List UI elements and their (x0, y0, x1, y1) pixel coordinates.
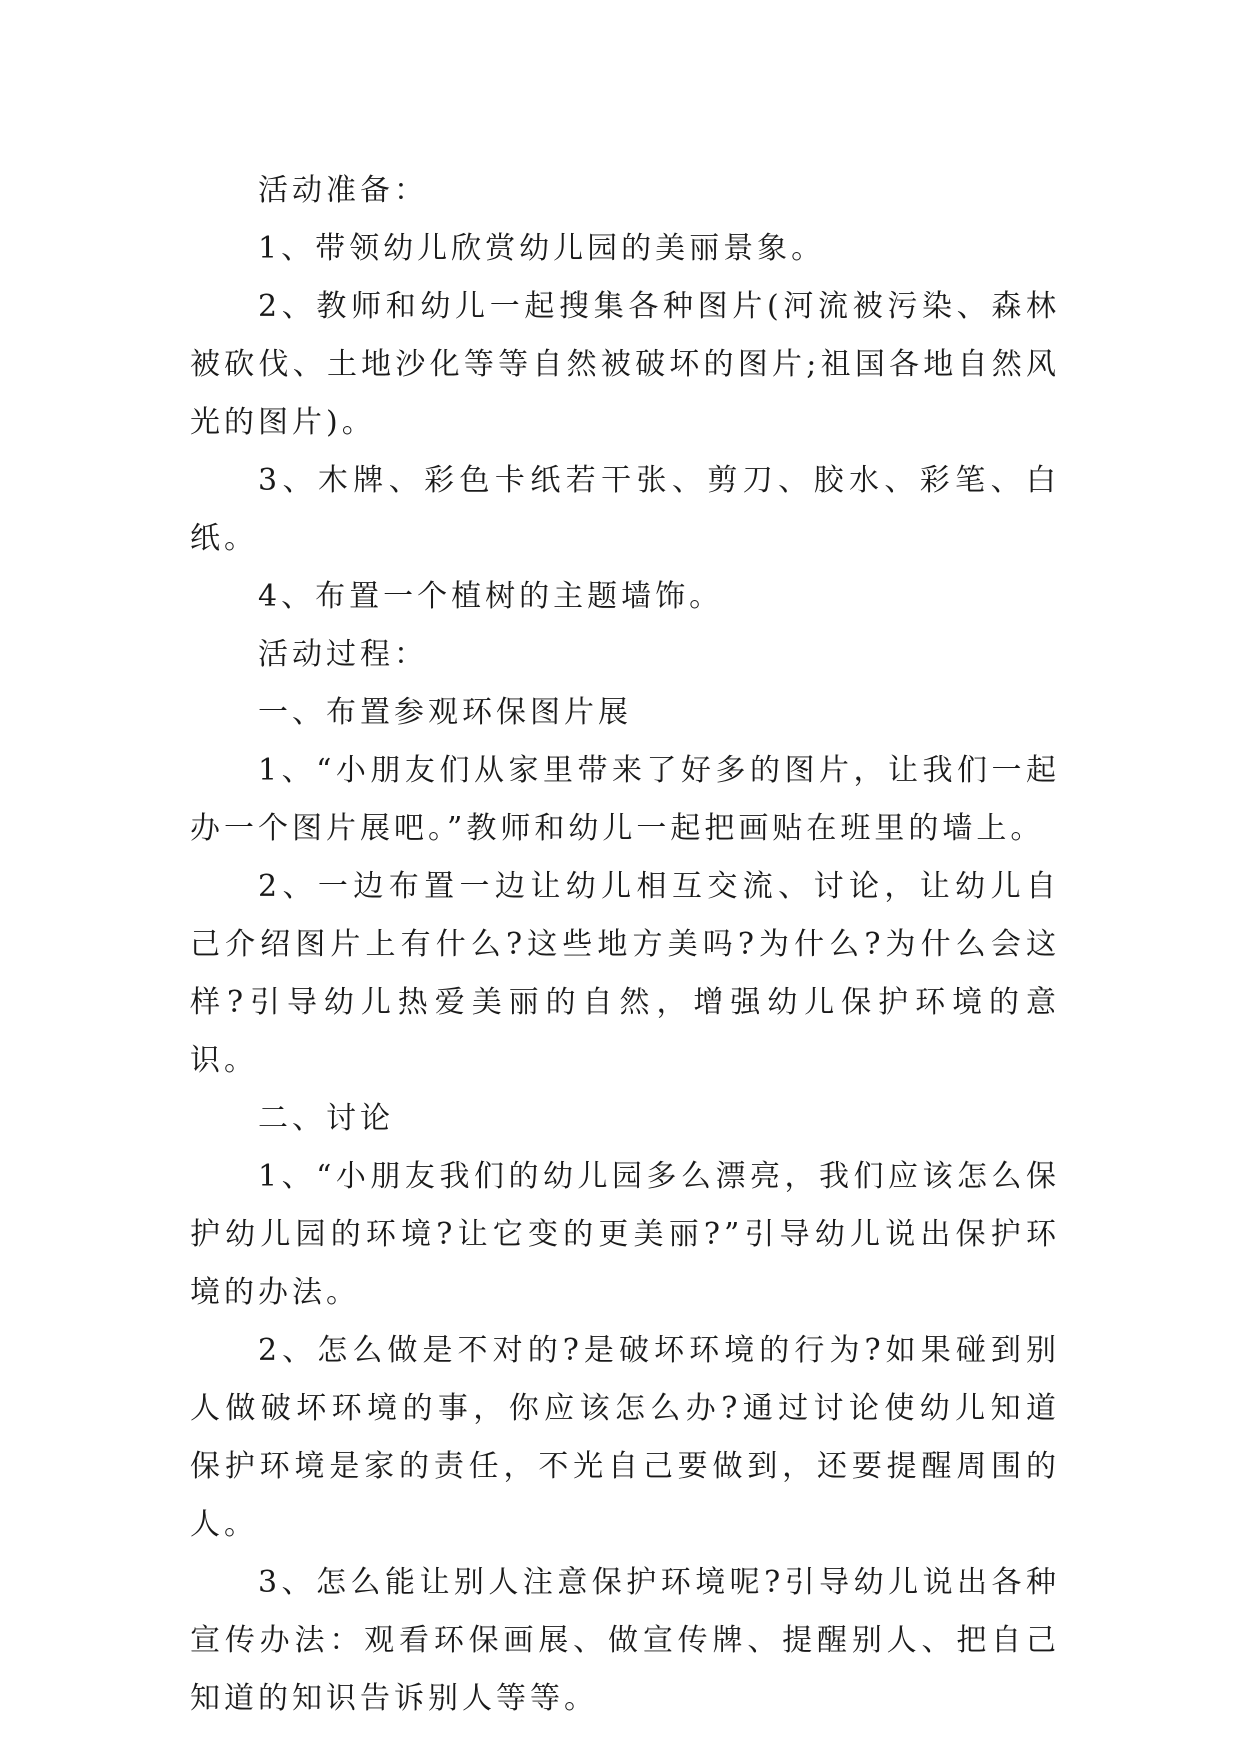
document-body (190, 162, 1060, 1728)
paragraph-section-2-heading: 二、讨论 (258, 1101, 394, 1136)
paragraph-section-2-item-3: 3、怎么能让别人注意保护环境呢?引导幼儿说出各种宣传办法：观看环保画展、做宣传牌、提醒别人、把自己知道的知识告诉别人等等。 (190, 1565, 1060, 1716)
paragraph-section-2-item-2: 2、怎么做是不对的?是破坏环境的行为?如果碰到别人做破坏环境的事，你应该怎么办?通过讨论使幼儿知道保护环境是家的责任，不光自己要做到，还要提醒周围的人。 (190, 1333, 1060, 1542)
paragraph-prep-heading: 活动准备： (258, 173, 428, 208)
paragraph-prep-4: 4、布置一个植树的主题墙饰。 (258, 579, 724, 614)
paragraph-section-1-item-2: 2、一边布置一边让幼儿相互交流、讨论，让幼儿自己介绍图片上有什么?这些地方美吗?为什么?为什么会这样?引导幼儿热爱美丽的自然，增强幼儿保护环境的意识。 (190, 869, 1060, 1078)
paragraph-prep-1: 1、带领幼儿欣赏幼儿园的美丽景象。 (258, 231, 826, 266)
paragraph-prep-3: 3、木牌、彩色卡纸若干张、剪刀、胶水、彩笔、白纸。 (190, 463, 1060, 556)
paragraph-section-1-item-1: 1、“小朋友们从家里带来了好多的图片，让我们一起办一个图片展吧。”教师和幼儿一起把画贴在班里的墙上。 (190, 753, 1060, 846)
paragraph-prep-2: 2、教师和幼儿一起搜集各种图片(河流被污染、森林被砍伐、土地沙化等等自然被破坏的图片;祖国各地自然风光的图片)。 (190, 289, 1060, 440)
paragraph-section-1-heading: 一、布置参观环保图片展 (258, 695, 632, 730)
paragraph-process-heading: 活动过程： (258, 637, 428, 672)
paragraph-section-2-item-1: 1、“小朋友我们的幼儿园多么漂亮，我们应该怎么保护幼儿园的环境?让它变的更美丽?”引导幼儿说出保护环境的办法。 (190, 1159, 1060, 1310)
